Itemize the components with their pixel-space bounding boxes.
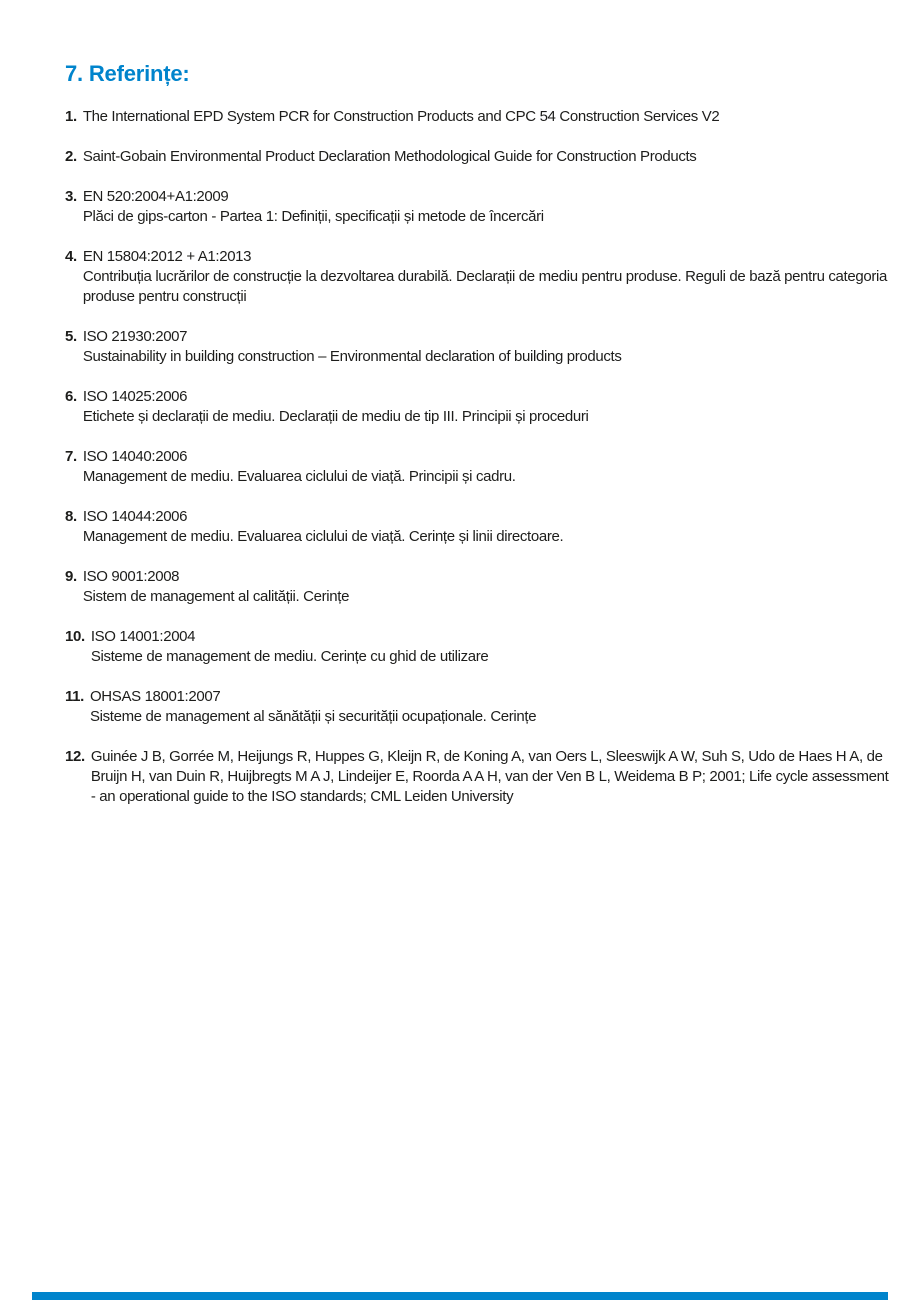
reference-title: ISO 14025:2006	[82, 388, 188, 405]
reference-number: 9.	[65, 568, 77, 585]
reference-number: 3.	[65, 188, 77, 205]
reference-title: ISO 14040:2006	[82, 448, 188, 465]
reference-title: Guinée J B, Gorrée M, Heijungs R, Huppes G, Kleijn R, de Koning A, van Oers L, Sleeswijk A W, Suh S, Udo de Haes H A, de Bruijn H, van Duin R, Huijbregts M A J, Lindeijer E, Roorda A A H, van der Ven B L, Weidema B P; 2001; Life cycle assessment - an operational guide to the ISO standards; CML Leiden University	[90, 748, 889, 805]
reference-title: ISO 14044:2006	[82, 508, 188, 525]
reference-item	[65, 107, 889, 127]
reference-item	[65, 147, 889, 167]
references-list	[65, 107, 889, 807]
reference-number: 10.	[65, 628, 85, 645]
reference-title: ISO 21930:2007	[82, 328, 188, 345]
reference-body	[83, 147, 889, 167]
reference-body	[83, 447, 889, 487]
reference-description: Sisteme de management al sănătății și securității ocupaționale. Cerințe	[89, 708, 537, 725]
reference-title: OHSAS 18001:2007	[89, 688, 221, 705]
reference-description: Plăci de gips-carton - Partea 1: Definiții, specificații și metode de încercări	[82, 208, 544, 225]
reference-body	[91, 747, 889, 807]
reference-item	[65, 327, 889, 367]
reference-title: EN 15804:2012 + A1:2013	[82, 248, 252, 265]
reference-item	[65, 687, 889, 727]
reference-body	[83, 247, 889, 307]
reference-body	[83, 107, 889, 127]
reference-title: Saint-Gobain Environmental Product Declaration Methodological Guide for Construction Products	[82, 148, 697, 165]
section-heading: 7. Referințe:	[65, 61, 190, 86]
footer-accent-bar	[32, 1292, 888, 1300]
reference-body	[90, 687, 889, 727]
reference-item	[65, 747, 889, 807]
reference-number: 4.	[65, 248, 77, 265]
reference-item	[65, 387, 889, 427]
reference-title: The International EPD System PCR for Construction Products and CPC 54 Construction Services V2	[82, 108, 720, 125]
reference-number: 7.	[65, 448, 77, 465]
reference-item	[65, 567, 889, 607]
reference-body	[83, 567, 889, 607]
reference-description: Sustainability in building construction – Environmental declaration of building products	[82, 348, 622, 365]
reference-description: Sistem de management al calității. Cerințe	[82, 588, 350, 605]
reference-number: 6.	[65, 388, 77, 405]
reference-title: EN 520:2004+A1:2009	[82, 188, 229, 205]
page-content	[65, 60, 889, 827]
reference-number: 8.	[65, 508, 77, 525]
reference-item	[65, 447, 889, 487]
reference-number: 11.	[65, 688, 84, 705]
reference-description: Etichete și declarații de mediu. Declarații de mediu de tip III. Principii și proceduri	[82, 408, 589, 425]
reference-description: Contribuția lucrărilor de construcție la dezvoltarea durabilă. Declarații de mediu pentru produse. Reguli de bază pentru categoria produse pentru construcții	[82, 268, 887, 305]
reference-description: Management de mediu. Evaluarea ciclului de viață. Principii și cadru.	[82, 468, 516, 485]
reference-description: Sisteme de management de mediu. Cerințe cu ghid de utilizare	[90, 648, 489, 665]
reference-number: 5.	[65, 328, 77, 345]
reference-body	[83, 387, 889, 427]
reference-body	[83, 507, 889, 547]
reference-body	[83, 327, 889, 367]
reference-number: 2.	[65, 148, 77, 165]
reference-number: 12.	[65, 748, 85, 765]
reference-item	[65, 507, 889, 547]
reference-body	[83, 187, 889, 227]
reference-item	[65, 187, 889, 227]
reference-number: 1.	[65, 108, 77, 125]
reference-description: Management de mediu. Evaluarea ciclului de viață. Cerințe și linii directoare.	[82, 528, 564, 545]
reference-item	[65, 627, 889, 667]
reference-item	[65, 247, 889, 307]
reference-title: ISO 14001:2004	[90, 628, 196, 645]
reference-body	[91, 627, 889, 667]
reference-title: ISO 9001:2008	[82, 568, 180, 585]
